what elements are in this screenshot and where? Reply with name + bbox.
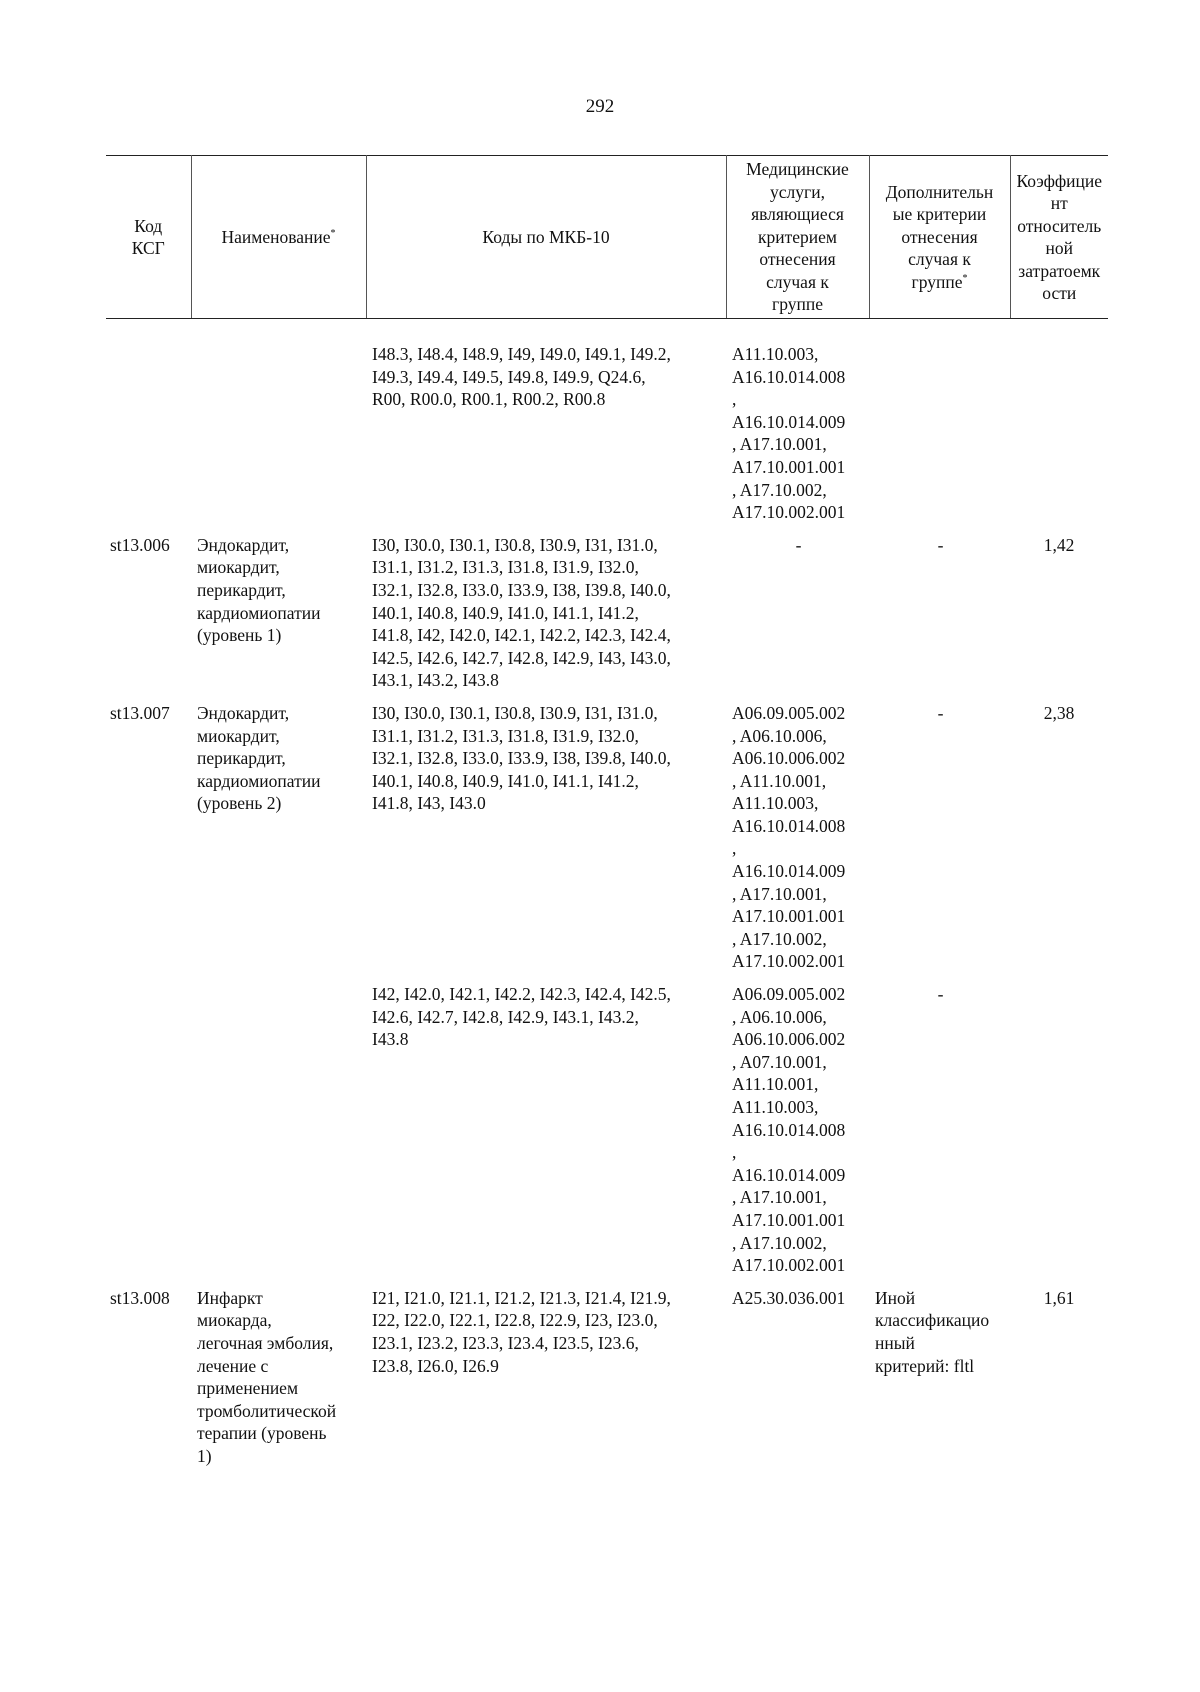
- table-row: [106, 702, 1108, 983]
- cell-coef: 1,42: [1043, 534, 1075, 555]
- cell-name: Инфаркт миокарда, легочная эмболия, лечение с применением тромболитической терапии (уровень 1): [197, 1287, 337, 1466]
- cell-icd: I48.3, I48.4, I48.9, I49, I49.0, I49.1, I49.2, I49.3, I49.4, I49.5, I49.8, I49.9, Q24.6, R00, R00.0, R00.1, R00.2, R00.8: [372, 344, 671, 410]
- cell-services: A25.30.036.001: [732, 1287, 846, 1308]
- cell-services: A06.09.005.002 , A06.10.006, A06.10.006.002 , A07.10.001, A11.10.001, A11.10.003, A16.10.014.008 , A16.10.014.009 , A17.10.001, A17.10.001.001 , A17.10.002, A17.10.002.001: [732, 984, 846, 1276]
- cell-additional: -: [937, 984, 944, 1005]
- table-row: [106, 1287, 1108, 1468]
- cell-coef: [1010, 343, 1108, 534]
- ksg-table: [106, 155, 1108, 1468]
- cell-name: [191, 983, 366, 1287]
- cell-icd: I42, I42.0, I42.1, I42.2, I42.3, I42.4, I42.5, I42.6, I42.7, I42.8, I42.9, I43.1, I43.2, I43.8: [372, 984, 671, 1050]
- table-header-row: [106, 156, 1108, 319]
- cell-additional: -: [937, 702, 944, 723]
- cell-coef: [1010, 983, 1108, 1287]
- cell-additional: -: [937, 534, 944, 555]
- cell-services: A11.10.003, A16.10.014.008 , A16.10.014.009 , A17.10.001, A17.10.001.001 , A17.10.002, A17.10.002.001: [732, 344, 846, 523]
- header-coef: Коэффицие нт относитель ной затратоемк ости: [1010, 156, 1108, 319]
- cell-name: Эндокардит, миокардит, перикардит, кардиомиопатии (уровень 1): [197, 534, 321, 646]
- cell-icd: I21, I21.0, I21.1, I21.2, I21.3, I21.4, I21.9, I22, I22.0, I22.1, I22.8, I22.9, I23, I23.0, I23.1, I23.2, I23.3, I23.4, I23.5, I23.6, I23.8, I26.0, I26.9: [372, 1287, 671, 1376]
- cell-code: [106, 343, 191, 534]
- cell-services: A06.09.005.002 , A06.10.006, A06.10.006.002 , A11.10.001, A11.10.003, A16.10.014.008 , A16.10.014.009 , A17.10.001, A17.10.001.001 , A17.10.002, A17.10.002.001: [732, 702, 846, 972]
- cell-icd: I30, I30.0, I30.1, I30.8, I30.9, I31, I31.0, I31.1, I31.2, I31.3, I31.8, I31.9, I32.0, I32.1, I32.8, I33.0, I33.9, I38, I39.8, I40.0, I40.1, I40.8, I40.9, I41.0, I41.1, I41.2, I41.8, I43, I43.0: [372, 702, 671, 814]
- cell-name: [191, 343, 366, 534]
- table-row: [106, 534, 1108, 702]
- header-services: Медицинские услуги, являющиеся критерием отнесения случая к группе: [726, 156, 869, 319]
- cell-additional: Иной классификацио нный критерий: fltl: [875, 1287, 990, 1376]
- cell-name: Эндокардит, миокардит, перикардит, кардиомиопатии (уровень 2): [197, 702, 321, 814]
- header-icd: Коды по МКБ-10: [366, 156, 726, 319]
- header-name: Наименование*: [191, 156, 366, 319]
- cell-code: [106, 983, 191, 1287]
- cell-code: st13.006: [110, 534, 170, 555]
- cell-coef: 1,61: [1043, 1287, 1075, 1308]
- header-code: Код КСГ: [106, 156, 191, 319]
- cell-coef: 2,38: [1043, 702, 1075, 723]
- cell-code: st13.007: [110, 702, 170, 723]
- cell-services: -: [795, 534, 802, 555]
- cell-icd: I30, I30.0, I30.1, I30.8, I30.9, I31, I31.0, I31.1, I31.2, I31.3, I31.8, I31.9, I32.0, I32.1, I32.8, I33.0, I33.9, I38, I39.8, I40.0, I40.1, I40.8, I40.9, I41.0, I41.1, I41.2, I41.8, I42, I42.0, I42.1, I42.2, I42.3, I42.4, I42.5, I42.6, I42.7, I42.8, I42.9, I43, I43.0, I43.1, I43.2, I43.8: [372, 534, 671, 691]
- table-row: [106, 343, 1108, 534]
- header-additional: Дополнительн ые критерии отнесения случая к группе*: [869, 156, 1010, 319]
- cell-additional: [869, 343, 1010, 534]
- table-row: [106, 983, 1108, 1287]
- page-number: 292: [585, 96, 615, 117]
- cell-code: st13.008: [110, 1287, 170, 1308]
- spacer-row: [106, 319, 1108, 344]
